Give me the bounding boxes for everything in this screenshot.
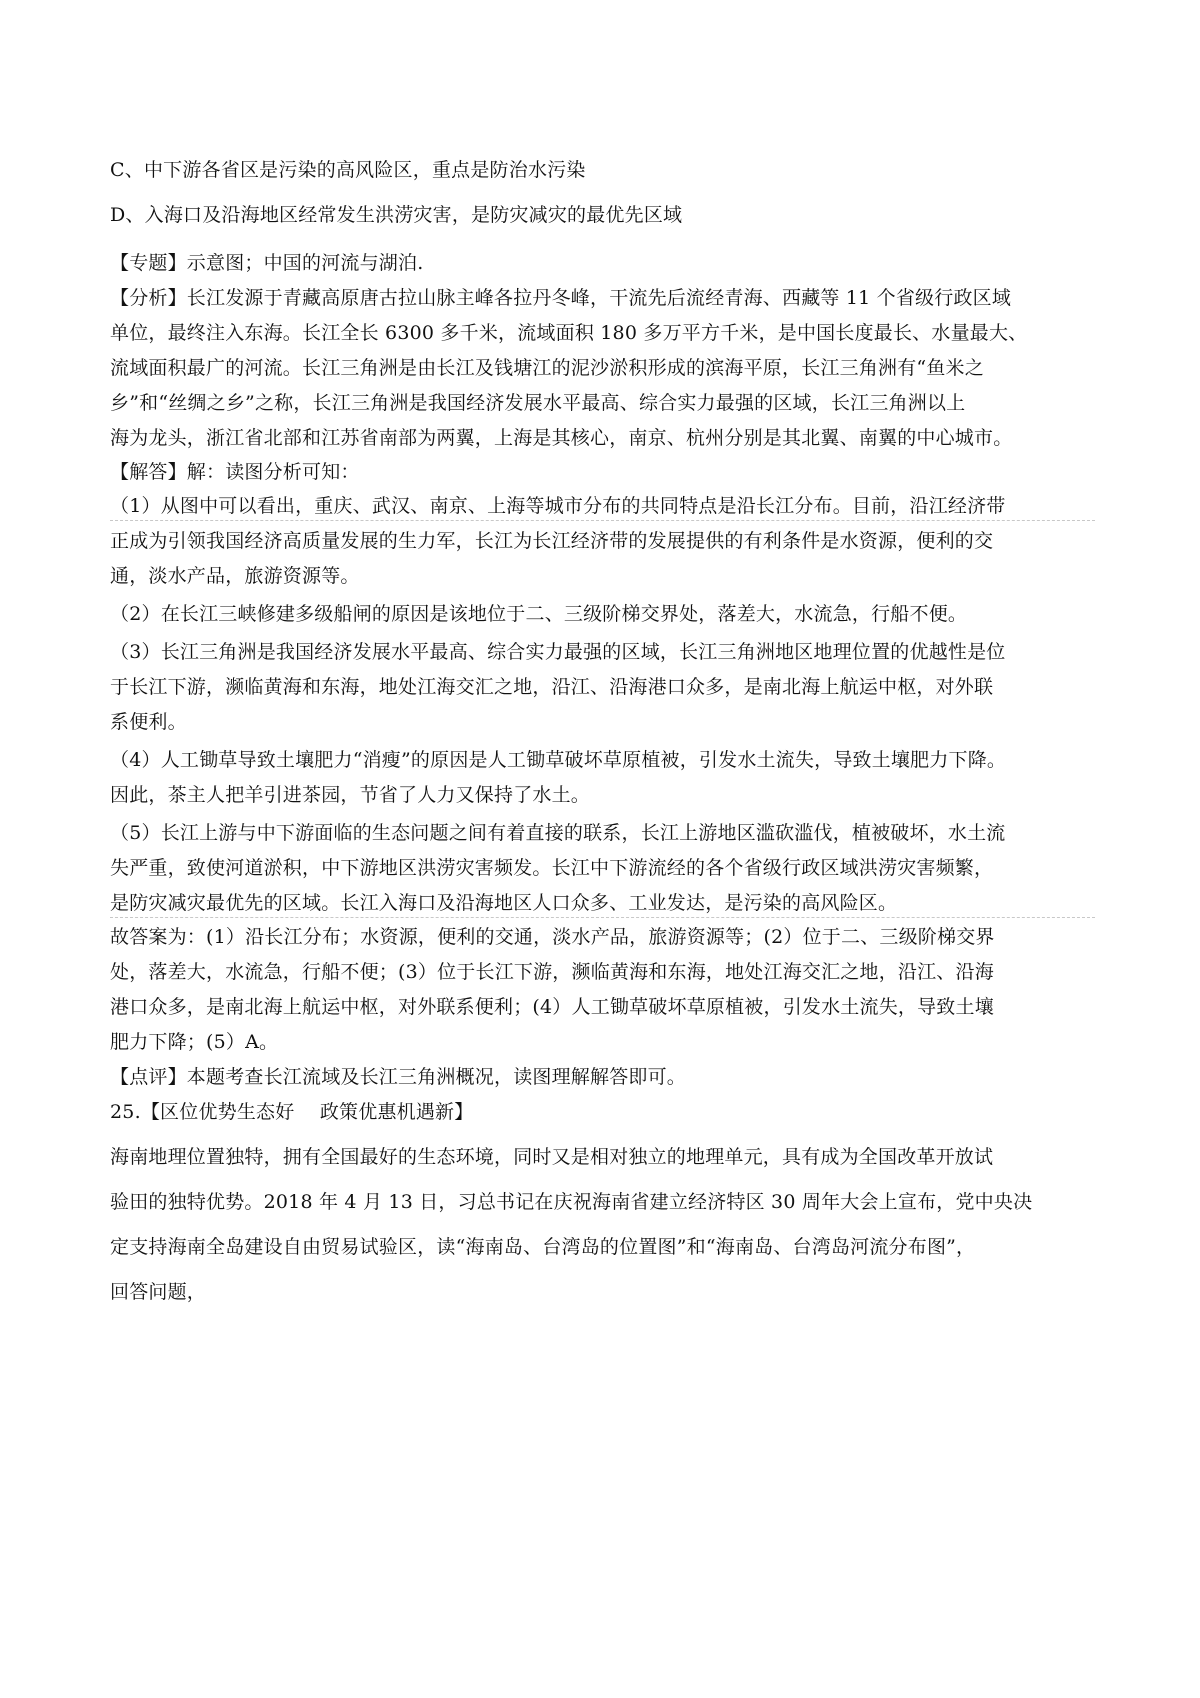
answer-p3-line: 系便利。 [110, 711, 187, 733]
answer-p5-line: 是防灾减灾最优先的区域。长江入海口及沿海地区人口众多、工业发达，是污染的高风险区。 [110, 892, 898, 914]
dotted-divider [110, 520, 1095, 521]
topic-line: 【专题】示意图；中国的河流与湖泊. [110, 252, 424, 274]
comment-line: 【点评】本题考查长江流域及长江三角洲概况，读图理解解答即可。 [110, 1066, 687, 1088]
answer-p5-line: 失严重，致使河道淤积，中下游地区洪涝灾害频发。长江中下游流经的各个省级行政区域洪涝灾害频繁， [110, 857, 994, 879]
answer-p3-line: （3）长江三角洲是我国经济发展水平最高、综合实力最强的区域，长江三角洲地区地理位置的优越性是位 [110, 641, 1006, 663]
analysis-line: 单位，最终注入东海。长江全长 6300 多千米，流域面积 180 多万平方千米，是中国长度最长、水量最大、 [110, 322, 1028, 344]
final-answer-line: 肥力下降；(5）A。 [110, 1031, 279, 1053]
final-answer-line: 故答案为：(1）沿长江分布；水资源，便利的交通，淡水产品，旅游资源等；(2）位于二、三级阶梯交界 [110, 926, 995, 948]
analysis-line: 乡”和“丝绸之乡”之称，长江三角洲是我国经济发展水平最高、综合实力最强的区域，长江三角洲以上 [110, 392, 966, 414]
answer-p4-line: 因此，茶主人把羊引进茶园，节省了人力又保持了水土。 [110, 784, 591, 806]
option-c: C、中下游各省区是污染的高风险区，重点是防治水污染 [110, 159, 586, 181]
question-25-body-line: 回答问题， [110, 1281, 207, 1303]
option-d: D、入海口及沿海地区经常发生洪涝灾害，是防灾减灾的最优先区域 [110, 204, 683, 226]
answer-p4-line: （4）人工锄草导致土壤肥力“消瘦”的原因是人工锄草破坏草原植被，引发水土流失，导致土壤肥力下降。 [110, 749, 1007, 771]
analysis-line: 【分析】长江发源于青藏高原唐古拉山脉主峰各拉丹冬峰，干流先后流经青海、西藏等 11 个省级行政区域 [110, 287, 1012, 309]
analysis-line: 流域面积最广的河流。长江三角洲是由长江及钱塘江的泥沙淤积形成的滨海平原，长江三角洲有“鱼米之 [110, 357, 984, 379]
analysis-line: 海为龙头，浙江省北部和江苏省南部为两翼，上海是其核心，南京、杭州分别是其北翼、南翼的中心城市。 [110, 427, 1013, 449]
answer-intro: 【解答】解：读图分析可知： [110, 461, 360, 483]
question-25-body-line: 验田的独特优势。2018 年 4 月 13 日，习总书记在庆祝海南省建立经济特区 30 周年大会上宣布，党中央决 [110, 1191, 1033, 1213]
question-25-body-line: 定支持海南全岛建设自由贸易试验区，读“海南岛、台湾岛的位置图”和“海南岛、台湾岛河流分布图”， [110, 1236, 976, 1258]
final-answer-line: 处，落差大，水流急，行船不便；(3）位于长江下游，濒临黄海和东海，地处江海交汇之地，沿江、沿海 [110, 961, 994, 983]
question-25-title: 25.【区位优势生态好 政策优惠机遇新】 [110, 1101, 474, 1123]
final-answer-line: 港口众多，是南北海上航运中枢，对外联系便利；(4）人工锄草破坏草原植被，引发水土流失，导致土壤 [110, 996, 994, 1018]
answer-p1-line: 正成为引领我国经济高质量发展的生力军，长江为长江经济带的发展提供的有利条件是水资源，便利的交 [110, 530, 994, 552]
answer-p2-line: （2）在长江三峡修建多级船闸的原因是该地位于二、三级阶梯交界处，落差大，水流急，行船不便。 [110, 603, 968, 625]
answer-p1-line: 通，淡水产品，旅游资源等。 [110, 565, 360, 587]
answer-p1-line: （1）从图中可以看出，重庆、武汉、南京、上海等城市分布的共同特点是沿长江分布。目前，沿江经济带 [110, 495, 1006, 517]
dotted-divider [110, 917, 1095, 918]
answer-p3-line: 于长江下游，濒临黄海和东海，地处江海交汇之地，沿江、沿海港口众多，是南北海上航运中枢，对外联 [110, 676, 994, 698]
question-25-body-line: 海南地理位置独特，拥有全国最好的生态环境，同时又是相对独立的地理单元，具有成为全国改革开放试 [110, 1146, 994, 1168]
answer-p5-line: （5）长江上游与中下游面临的生态问题之间有着直接的联系，长江上游地区滥砍滥伐，植被破坏，水土流 [110, 822, 1006, 844]
